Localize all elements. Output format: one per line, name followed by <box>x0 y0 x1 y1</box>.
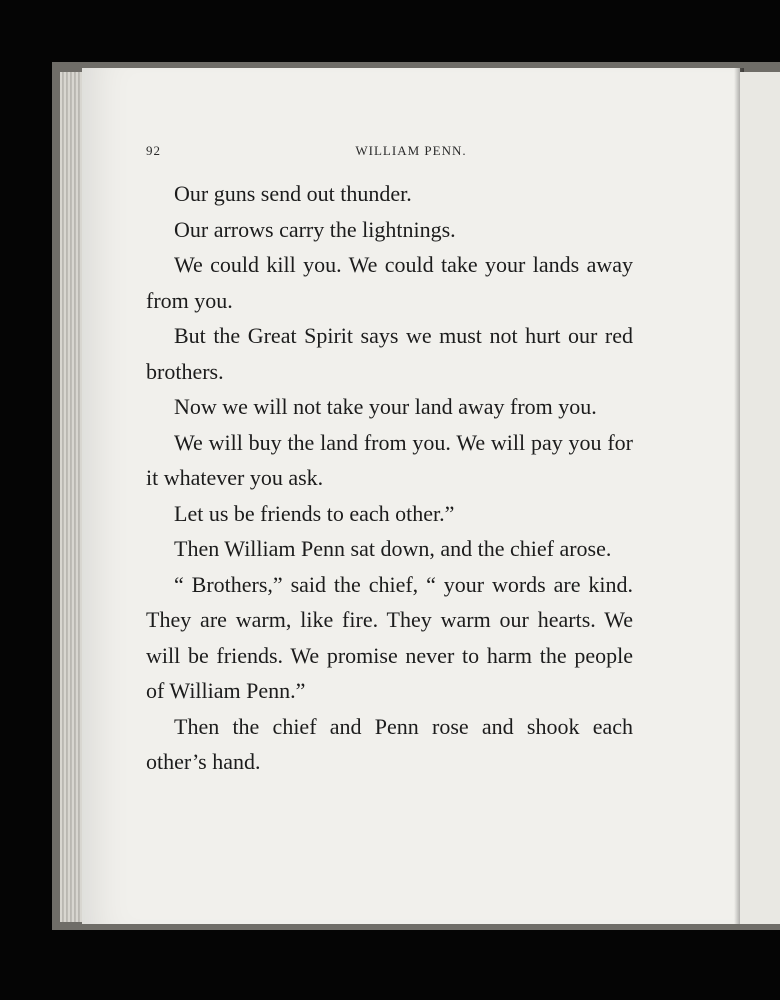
paragraph: We will buy the land from you. We will pay you for it whatever you ask. <box>146 429 633 490</box>
paragraph: But the Great Spirit says we must not hurt our red brothers. <box>146 323 633 384</box>
paragraph: Our guns send out thunder. <box>174 181 412 206</box>
paragraph: We could kill you. We could take your lands away from you. <box>146 252 633 313</box>
chapter-title: WILLIAM PENN. <box>355 143 467 158</box>
running-head <box>146 143 636 165</box>
paragraph: Then the chief and Penn rose and shook each other’s hand. <box>146 713 633 774</box>
paragraph: Our arrows carry the lightnings. <box>174 216 456 242</box>
page-number: 92 <box>146 143 161 158</box>
facing-page <box>740 72 780 924</box>
paragraph: Let us be friends to each other.” <box>174 500 455 526</box>
body-text <box>146 176 633 780</box>
paragraph: Now we will not take your land away from you. <box>174 394 597 419</box>
paragraph: “ Brothers,” said the chief, “ your words are kind. They are warm, like fire. They warm our hearts. We will be friends. We promise never to harm the people of William Penn.” <box>146 571 633 703</box>
paragraph: Then William Penn sat down, and the chief arose. <box>174 536 612 561</box>
